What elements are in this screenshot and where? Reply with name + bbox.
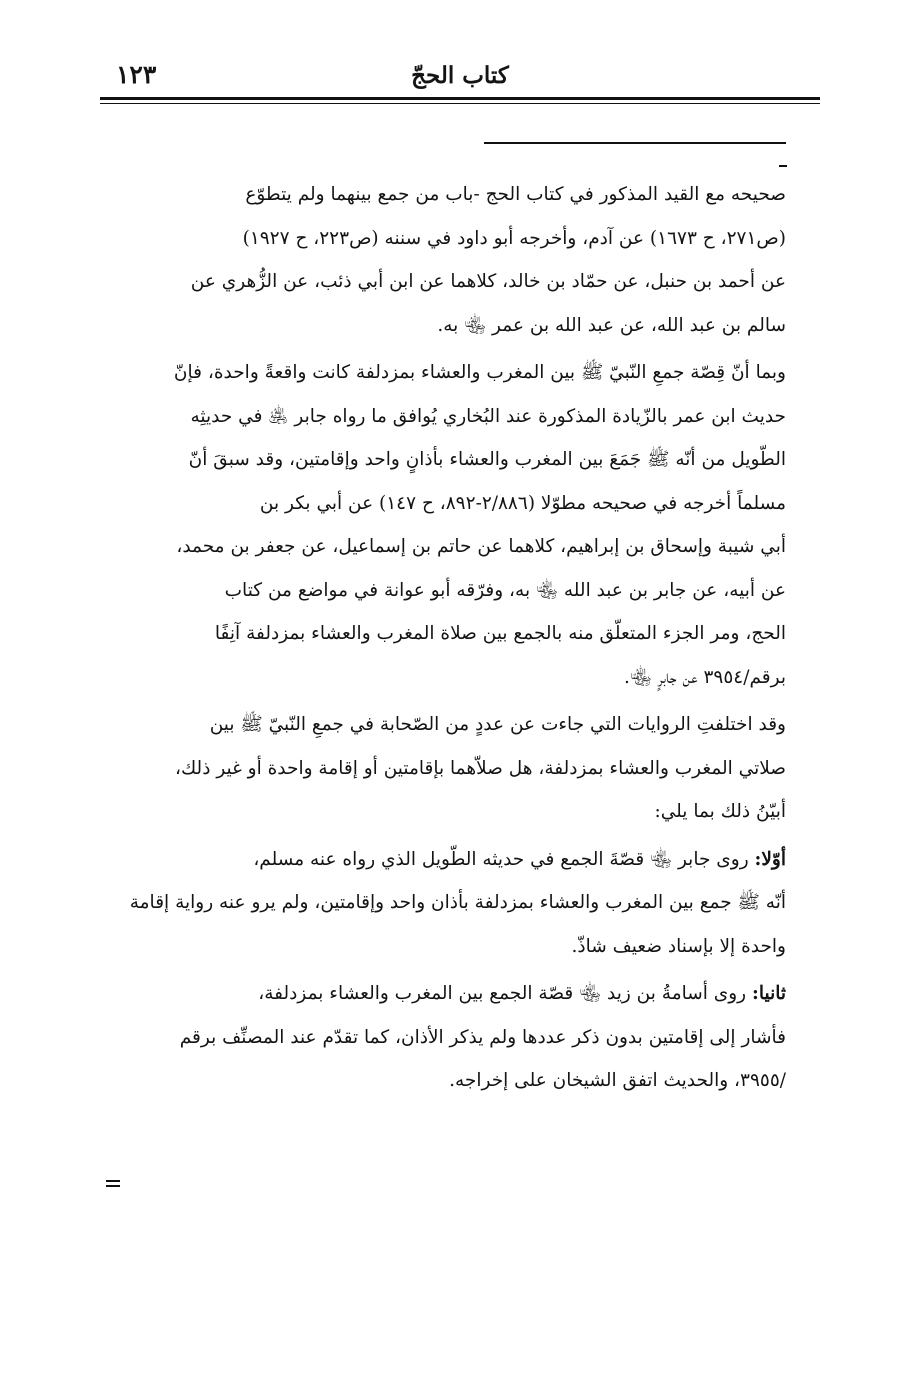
text-line: صحيحه مع القيد المذكور في كتاب الحج -باب من جمع بينهما ولم يتطوّع [245, 184, 786, 205]
text-line: وقد اختلفتِ الروايات التي جاءت عن عددٍ من الصّحابة في جمعِ النّبيّ ﷺ بين [209, 714, 786, 735]
text-line: فأشار إلى إقامتين بدون ذكر عددها ولم يذكر الأذان، كما تقدّم عند المصنِّف برقم [179, 1026, 786, 1048]
text-line: (ص٢٧١، ح ١٦٧٣) عن آدم، وأخرجه أبو داود في سننه (ص٢٢٣، ح ١٩٢٧) [242, 227, 786, 249]
text-line: صلاتي المغرب والعشاء بمزدلفة، هل صلاّهما بإقامتين أو إقامة واحدة أو غير ذلك، [175, 757, 786, 779]
text-line: الحج، ومر الجزء المتعلّق منه بالجمع بين صلاة المغرب والعشاء بمزدلفة آنِفًا [214, 623, 786, 644]
running-title: كتاب الحجّ [411, 62, 509, 89]
footnote-text [106, 173, 786, 1103]
text-line: أبيّنُ ذلك بما يلي: [654, 801, 786, 822]
text-line: عن أحمد بن حنبل، عن حمّاد بن خالد، كلاهما عن ابن أبي ذئب، عن الزُّهري عن [190, 271, 786, 292]
text-line: أبي شيبة وإسحاق بن إبراهيم، كلاهما عن حاتم بن إسماعيل، عن جعفر بن محمد، [176, 536, 786, 557]
text-line: /٣٩٥٥، والحديث اتفق الشيخان على إخراجه. [449, 1070, 786, 1091]
text-line: سالم بن عبد الله، عن عبد الله بن عمر ﵄ به. [437, 314, 786, 336]
text-line: برقم/٣٩٥٤ عن جابرٍ ﵄. [624, 666, 786, 688]
header-rule-thin [100, 103, 820, 104]
end-mark-upper [106, 1180, 120, 1182]
continuation-dash-mark [779, 165, 787, 167]
text-line: أنّه ﷺ جمع بين المغرب والعشاء بمزدلفة بأذان واحد وإقامتين، ولم يرو عنه رواية إقامة [129, 892, 786, 913]
text-line: حديث ابن عمر بالزّيادة المذكورة عند البُخاري يُوافق ما رواه جابر ﵁ في حديثِه [190, 405, 786, 427]
text-line-first-point [106, 838, 786, 882]
text-line: وبما أنّ قِصّة جمعِ النّبيّ ﷺ بين المغرب والعشاء بمزدلفة كانت واقعةً واحدة، فإنّ [173, 362, 786, 383]
text-line: واحدة إلا بإسناد ضعيف شاذّ. [571, 935, 786, 957]
page-number: ١٢٣ [116, 60, 157, 89]
text-line-content: روى أسامةُ بن زيد ﵄ قصّة الجمع بين المغرب والعشاء بمزدلفة، [258, 983, 747, 1004]
text-line-content: روى جابر ﵄ قصّةَ الجمع في حديثه الطّويل الذي رواه عنه مسلم، [253, 848, 749, 870]
lead-label-first: أوّلا: [754, 848, 786, 870]
text-line: عن أبيه، عن جابر بن عبد الله ﵄ به، وفرّقه أبو عوانة في مواضع من كتاب [224, 579, 786, 601]
lead-label-second: ثانيا: [752, 983, 786, 1004]
text-line: الطّويل من أنّه ﷺ جَمَعَ بين المغرب والعشاء بأذانٍ واحد وإقامتين، وقد سبقَ أنّ [188, 449, 786, 470]
text-line: مسلماً أخرجه في صحيحه مطوّلا (٢/٨٨٦-٨٩٢، ح ١٤٧) عن أبي بكر بن [259, 492, 786, 514]
footnote-separator-line [484, 142, 786, 144]
header-rule-thick [100, 97, 820, 100]
text-line-second-point [106, 972, 786, 1016]
end-mark-lower [106, 1185, 120, 1187]
